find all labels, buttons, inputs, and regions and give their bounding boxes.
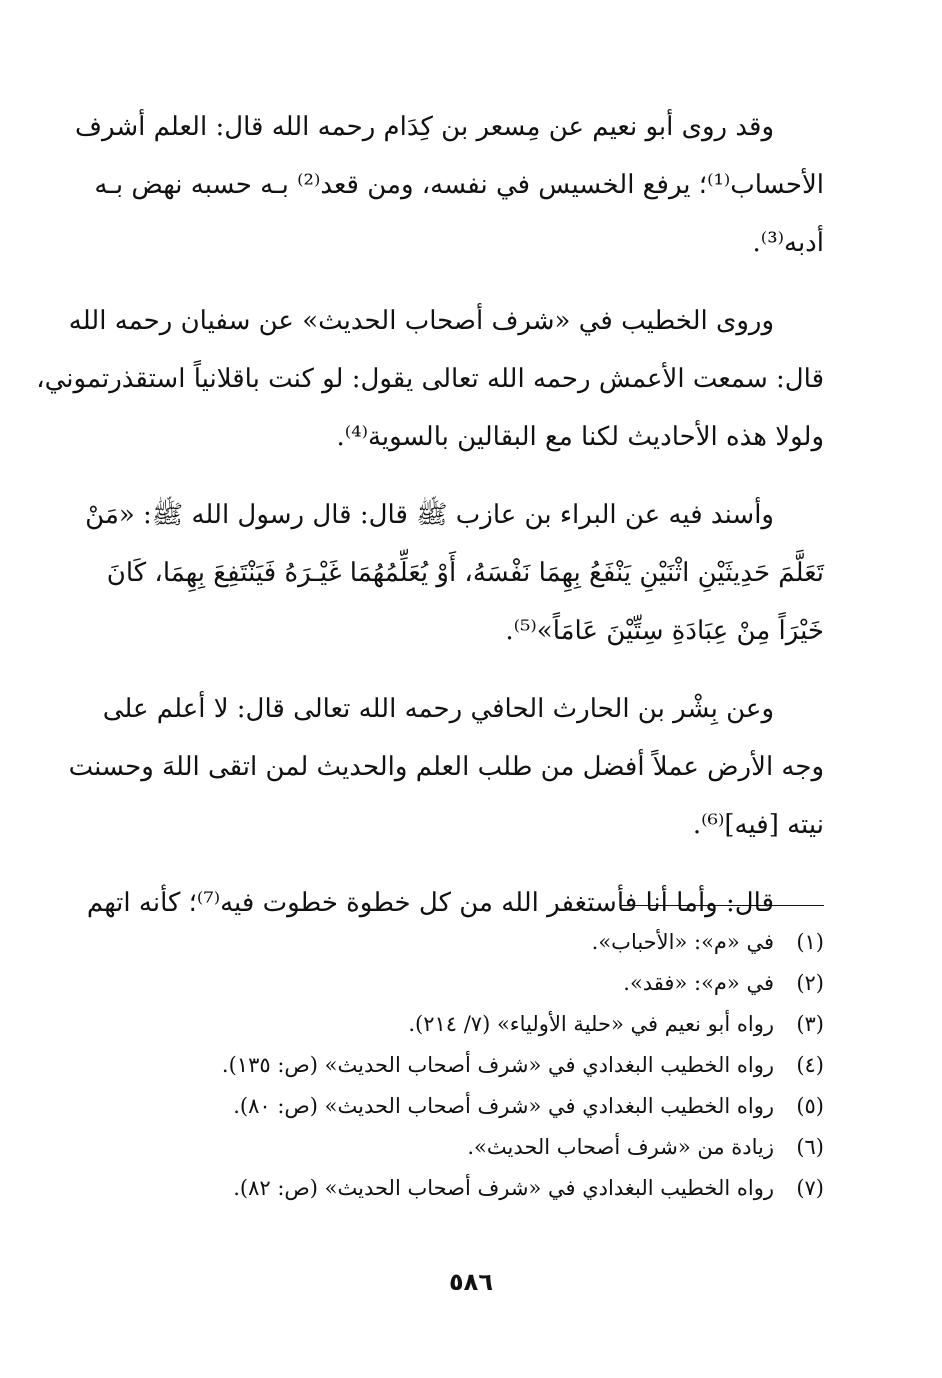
paragraph-4 xyxy=(68,680,824,854)
footnotes xyxy=(124,922,824,1209)
text-line: ولولا هذه الأحاديث لكنا مع البقالين بالسوية⁽⁴⁾. xyxy=(336,422,824,452)
text-line: تَعَلَّمَ حَدِيثَيْنِ اثْنَيْنِ يَنْفَعُ بِهِمَا نَفْسَهُ، أَوْ يُعَلِّمُهُمَا غَيْـرَهُ فَيَنْتَفِعَ بِهِمَا، كَانَ xyxy=(106,558,824,588)
text-line: نيته [فيه]⁽⁶⁾. xyxy=(692,810,824,840)
text-line: أدبه⁽³⁾. xyxy=(752,228,824,258)
text-line: وقد روى أبو نعيم عن مِسعر بن كِدَام رحمه الله قال: العلم أشرف xyxy=(75,112,774,142)
footnote-separator xyxy=(620,905,824,906)
text-line: وأسند فيه عن البراء بن عازب ﷺ قال: قال رسول الله ﷺ: «مَنْ xyxy=(85,500,774,530)
footnote-text: رواه الخطيب البغدادي في «شرف أصحاب الحديث» (ص: ٨٠). xyxy=(233,1094,774,1118)
paragraph-3 xyxy=(85,486,824,660)
footnote-text: زيادة من «شرف أصحاب الحديث». xyxy=(467,1135,774,1159)
text-line: وروى الخطيب في «شرف أصحاب الحديث» عن سفيان رحمه الله xyxy=(68,306,774,336)
footnote-text: رواه الخطيب البغدادي في «شرف أصحاب الحديث» (ص: ١٣٥). xyxy=(221,1053,774,1077)
text-line: قال: وأما أنا فأستغفر الله من كل خطوة خطوت فيه⁽⁷⁾؛ كأنه اتهم xyxy=(86,888,774,918)
text-line: الأحساب⁽¹⁾؛ يرفع الخسيس في نفسه، ومن قعد⁽²⁾ بـه حسبه نهض بـه xyxy=(94,170,824,200)
footnote-number: (٤) xyxy=(796,1053,824,1077)
footnote-1 xyxy=(124,922,824,963)
footnote-4 xyxy=(124,1045,824,1086)
footnote-7 xyxy=(124,1168,824,1209)
footnote-number: (٧) xyxy=(796,1176,824,1200)
footnote-text: رواه الخطيب البغدادي في «شرف أصحاب الحديث» (ص: ٨٢). xyxy=(233,1176,774,1200)
footnote-text: في «م»: «الأحباب». xyxy=(591,930,774,954)
footnote-5 xyxy=(124,1086,824,1127)
paragraph-2 xyxy=(36,292,824,466)
footnote-number: (٢) xyxy=(796,971,824,995)
footnote-number: (١) xyxy=(796,930,824,954)
footnote-2 xyxy=(124,963,824,1004)
footnote-text: رواه أبو نعيم في «حلية الأولياء» (٧/ ٢١٤). xyxy=(408,1012,774,1036)
footnote-number: (٣) xyxy=(796,1012,824,1036)
footnote-6 xyxy=(124,1127,824,1168)
main-text xyxy=(36,98,824,952)
footnote-number: (٥) xyxy=(796,1094,824,1118)
footnote-number: (٦) xyxy=(796,1135,824,1159)
footnote-3 xyxy=(124,1004,824,1045)
text-line: وعن بِشْر بن الحارث الحافي رحمه الله تعالى قال: لا أعلم على xyxy=(102,694,774,724)
footnote-text: في «م»: «فقد». xyxy=(623,971,774,995)
paragraph-1 xyxy=(75,98,824,272)
text-line: قال: سمعت الأعمش رحمه الله تعالى يقول: لو كنت باقلانياً استقذرتموني، xyxy=(36,364,824,394)
text-line: وجه الأرض عملاً أفضل من طلب العلم والحديث لمن اتقى اللهَ وحسنت xyxy=(68,752,824,782)
page-number: ٥٨٦ xyxy=(449,1268,493,1296)
text-line: خَيْرَاً مِنْ عِبَادَةِ سِتِّيْنَ عَامَاً»⁽⁵⁾. xyxy=(505,616,824,646)
